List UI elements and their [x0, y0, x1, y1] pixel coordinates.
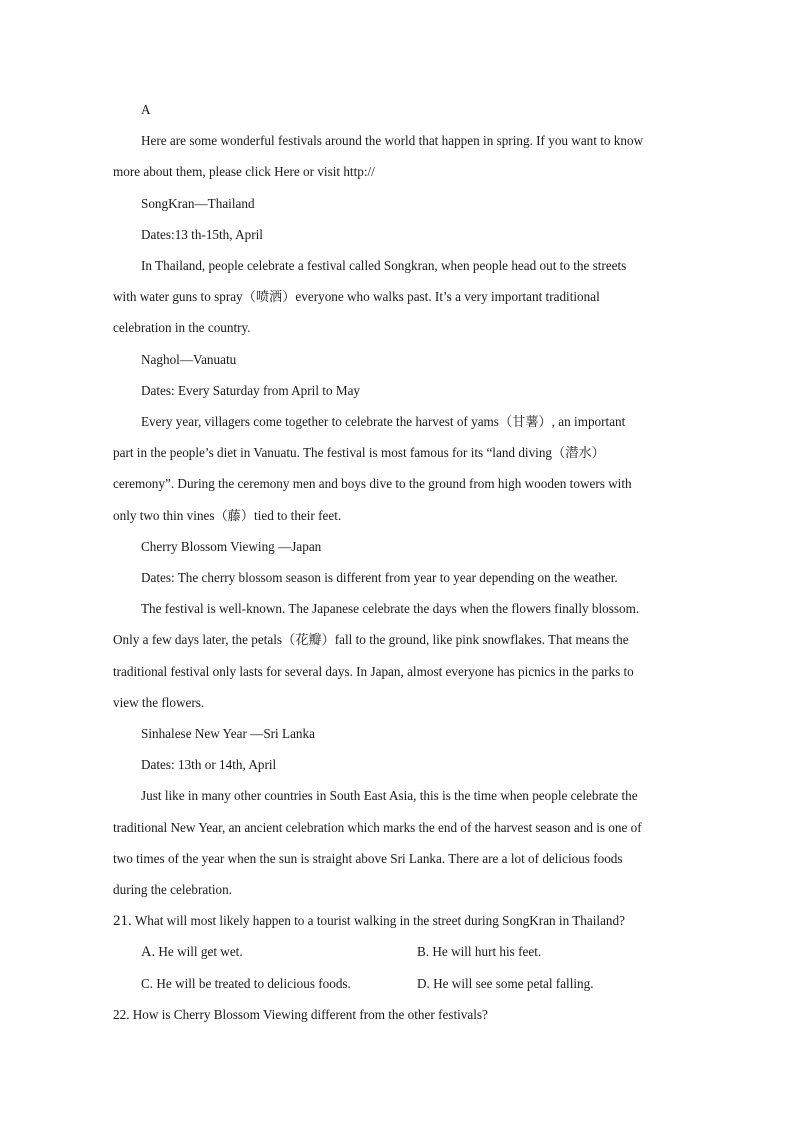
festival-text-line: celebration in the country. [113, 320, 251, 335]
festival-text-line: traditional New Year, an ancient celebration which marks the end of the harvest season and is one of [113, 820, 642, 835]
festival-text-line: Just like in many other countries in South East Asia, this is the time when people celebrate the [141, 788, 638, 803]
festival-text-line: Every year, villagers come together to celebrate the harvest of yams（甘薯）, an important [141, 414, 626, 429]
festival-heading-cherry-blossom: Cherry Blossom Viewing —Japan [141, 539, 322, 554]
question-number: 21. [113, 913, 132, 929]
festival-heading-sinhalese: Sinhalese New Year —Sri Lanka [141, 726, 315, 741]
festival-text-line: view the flowers. [113, 695, 205, 710]
festival-heading-naghol: Naghol—Vanuatu [141, 352, 237, 367]
festival-dates-cherry-blossom: Dates: The cherry blossom season is different from year to year depending on the weather. [141, 570, 618, 585]
intro-line-1: Here are some wonderful festivals around the world that happen in spring. If you want to know [141, 133, 644, 148]
option-c: C. He will be treated to delicious foods. [141, 976, 351, 991]
question-number: 22. [113, 1007, 130, 1022]
festival-dates-sinhalese: Dates: 13th or 14th, April [141, 757, 277, 772]
question-text: How is Cherry Blossom Viewing different from the other festivals? [132, 1007, 488, 1022]
festival-text-line: Only a few days later, the petals（花瓣）fall to the ground, like pink snowflakes. That means the [113, 632, 629, 647]
option-b: B. He will hurt his feet. [417, 944, 542, 959]
section-label: A [141, 102, 151, 117]
festival-text-line: during the celebration. [113, 882, 233, 897]
festival-dates-songkran: Dates:13 th-15th, April [141, 227, 263, 242]
question-text: What will most likely happen to a tourist walking in the street during SongKran in Thailand? [134, 913, 625, 928]
festival-heading-songkran: SongKran—Thailand [141, 196, 255, 211]
question-21 [113, 913, 625, 929]
festival-text-line: two times of the year when the sun is straight above Sri Lanka. There are a lot of delicious foods [113, 851, 623, 866]
intro-line-2: more about them, please click Here or visit http:// [113, 164, 375, 179]
option-text: He will get wet. [158, 944, 243, 959]
option-letter: A. [141, 944, 156, 960]
festival-text-line: ceremony”. During the ceremony men and boys dive to the ground from high wooden towers with [113, 476, 632, 491]
option-d: D. He will see some petal falling. [417, 976, 594, 991]
festival-dates-naghol: Dates: Every Saturday from April to May [141, 383, 361, 398]
festival-text-line: with water guns to spray（喷洒）everyone who walks past. It’s a very important traditional [113, 289, 600, 304]
question-22 [113, 1007, 488, 1023]
festival-text-line: traditional festival only lasts for several days. In Japan, almost everyone has picnics in the parks to [113, 664, 634, 679]
festival-text-line: only two thin vines（藤）tied to their feet. [113, 508, 342, 523]
option-a [141, 944, 243, 960]
festival-text-line: part in the people’s diet in Vanuatu. The festival is most famous for its “land diving（潜水） [113, 445, 605, 460]
festival-text-line: The festival is well-known. The Japanese celebrate the days when the flowers finally blossom. [141, 601, 640, 616]
festival-text-line: In Thailand, people celebrate a festival called Songkran, when people head out to the streets [141, 258, 627, 273]
